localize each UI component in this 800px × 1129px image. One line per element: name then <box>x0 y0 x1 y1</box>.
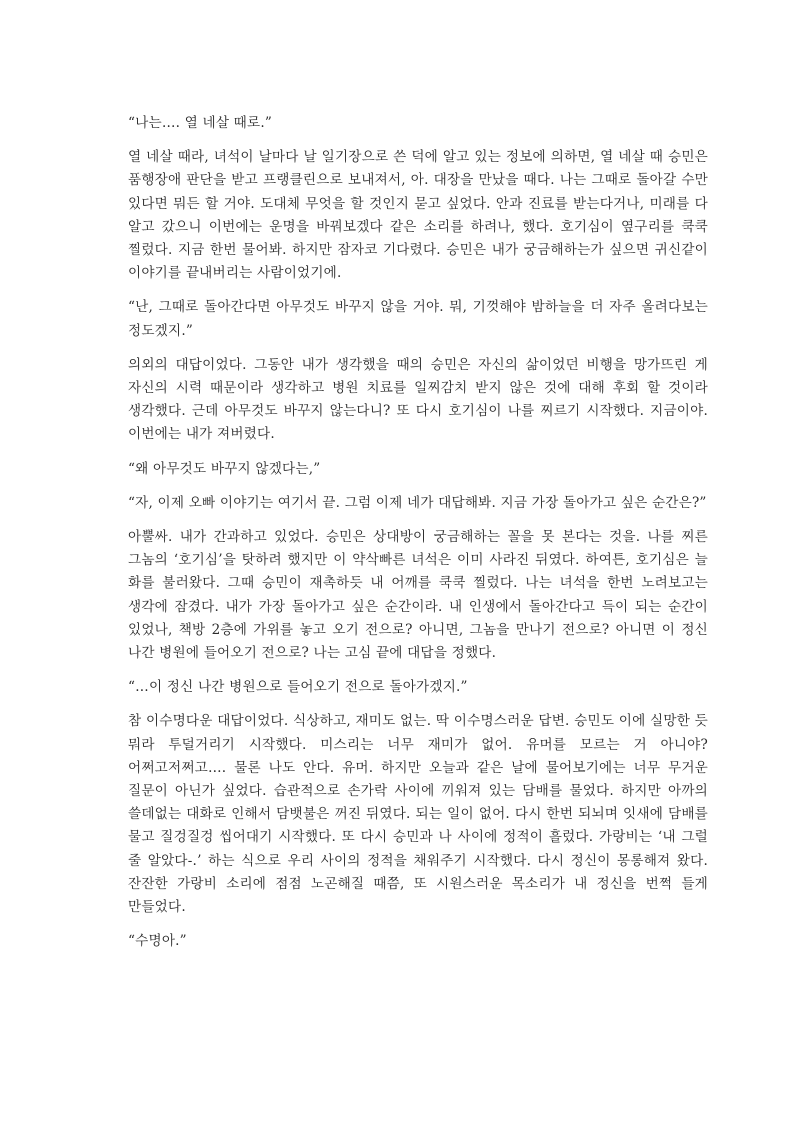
dialogue-paragraph: “왜 아무것도 바꾸지 않겠다는,” <box>128 460 321 477</box>
story-text <box>128 112 708 965</box>
dialogue-paragraph: “…이 정신 나간 병원으로 들어오기 전으로 돌아가겠지.” <box>128 679 468 696</box>
narration-paragraph: 열 네살 때라, 녀석이 날마다 날 일기장으로 쓴 덕에 알고 있는 정보에 의하면, 열 네살 때 승민은 품행장애 판단을 받고 프랭클린으로 보내져서, 아. 대장을 만났을 때다. 나는 그때로 돌아갈 수만 있다면 뭐든 할 거야. 도대체 무엇을 할 것인지 묻고 싶었다. 안과 진료를 받는다거나, 미래를 다 알고 갔으니 이번에는 운명을 바꿔보겠다 같은 소리를 하려나, 했다. 호기심이 옆구리를 쿡쿡 찔렀다. 지금 한번 물어봐. 하지만 잠자코 기다렸다. 승민은 내가 궁금해하는가 싶으면 귀신같이 이야기를 끝내버리는 사람이었기에. <box>128 149 708 282</box>
dialogue-paragraph: “수명아.” <box>128 933 187 950</box>
dialogue-paragraph: “자, 이제 오빠 이야기는 여기서 끝. 그럼 이제 네가 대답해봐. 지금 가장 돌아가고 싶은 순간은?” <box>128 494 707 511</box>
narration-paragraph: 의외의 대답이었다. 그동안 내가 생각했을 때의 승민은 자신의 삶이었던 비행을 망가뜨린 게 자신의 시력 때문이라 생각하고 병원 치료를 일찌감치 받지 않은 것에 대해 후회 할 것이라 생각했다. 근데 아무것도 바꾸지 않는다니? 또 다시 호기심이 나를 찌르기 시작했다. 지금이야. 이번에는 내가 져버렸다. <box>128 356 708 443</box>
narration-paragraph: 아뿔싸. 내가 간과하고 있었다. 승민은 상대방이 궁금해하는 꼴을 못 본다는 것을. 나를 찌른 그놈의 ‘호기심’을 탓하려 했지만 이 약삭빠른 녀석은 이미 사라진 뒤였다. 하여튼, 호기심은 늘 화를 불러왔다. 그때 승민이 재촉하듯 내 어깨를 쿡쿡 찔렀다. 나는 녀석을 한번 노려보고는 생각에 잠겼다. 내가 가장 돌아가고 싶은 순간이라. 내 인생에서 돌아간다고 득이 되는 순간이 있었나, 책방 2층에 가위를 놓고 오기 전으로? 아니면, 그놈을 만나기 전으로? 아니면 이 정신 나간 병원에 들어오기 전으로? 나는 고심 끝에 대답을 정했다. <box>128 529 708 662</box>
dialogue-paragraph: “난, 그때로 돌아간다면 아무것도 바꾸지 않을 거야. 뭐, 기껏해야 밤하늘을 더 자주 올려다보는 정도겠지.” <box>128 299 708 339</box>
narration-paragraph: 참 이수명다운 대답이었다. 식상하고, 재미도 없는. 딱 이수명스러운 답변. 승민도 이에 실망한 듯 뭐라 투덜거리기 시작했다. 미스리는 너무 재미가 없어. 유머를 모르는 거 아니야? 어쩌고저쩌고…. 물론 나도 안다. 유머. 하지만 오늘과 같은 날에 물어보기에는 너무 무거운 질문이 아닌가 싶었다. 습관적으로 손가락 사이에 끼워져 있는 담배를 물었다. 하지만 아까의 쓸데없는 대화로 인해서 담뱃불은 꺼진 뒤였다. 되는 일이 없어. 다시 한번 되뇌며 잇새에 담배를 물고 질겅질겅 씹어대기 시작했다. 또 다시 승민과 나 사이에 정적이 흘렀다. 가랑비는 ‘내 그럴 줄 알았다-.’ 하는 식으로 우리 사이의 정적을 채워주기 시작했다. 다시 정신이 몽롱해져 왔다. 잔잔한 가랑비 소리에 점점 노곤해질 때쯤, 또 시원스러운 목소리가 내 정신을 번쩍 들게 만들었다. <box>128 713 708 916</box>
dialogue-paragraph: “나는…. 열 네살 때로.” <box>128 115 273 131</box>
